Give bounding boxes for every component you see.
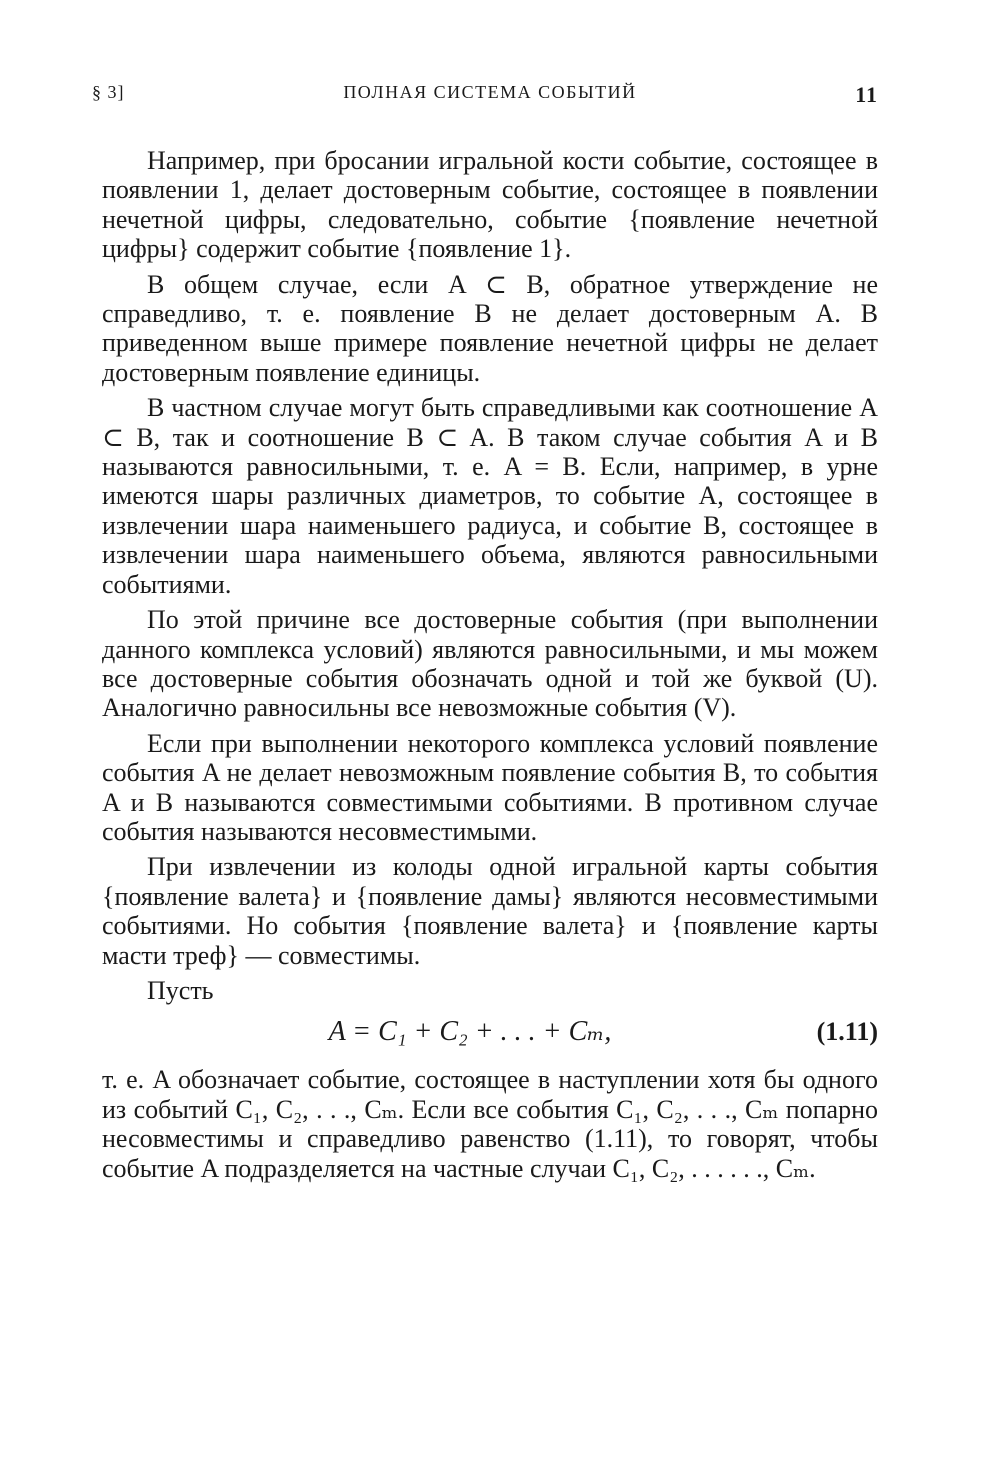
book-page	[92, 72, 878, 1183]
paragraph-4: По этой причине все достоверные события (при выполнении данного комплекса условий) являются равносильными, и мы можем все достоверные события обозначать одной и той же буквой (U). Аналогично равносильны все невозможные события (V).	[102, 605, 878, 723]
equation-1-11	[102, 1007, 878, 1065]
paragraph-8: т. е. A обозначает событие, состоящее в наступлении хотя бы одного из событий C₁, C₂, . . ., Cₘ. Если все события C₁, C₂, . . ., Cₘ попарно несовместимы и справедливо равенство (1.11), то говорят, чтобы событие A подразделяется на частные случаи C₁, C₂, . . . . . ., Cₘ.	[102, 1065, 878, 1183]
page-number: 11	[855, 82, 878, 107]
paragraph-1: Например, при бросании игральной кости событие, состоящее в появлении 1, делает достоверным событие, состоящее в появлении нечетной цифры, следовательно, событие {появление нечетной цифры} содержит событие {появление 1}.	[102, 146, 878, 264]
equation-number: (1.11)	[816, 1017, 878, 1047]
paragraph-5: Если при выполнении некоторого комплекса условий появление события A не делает невозможным появление события B, то события A и B называются совместимыми событиями. В противном случае события называются несовместимыми.	[102, 728, 878, 846]
paragraph-7: Пусть	[147, 975, 214, 1005]
equation-expression: A = C₁ + C₂ + . . . + Cₘ,	[328, 1016, 612, 1048]
running-head	[92, 72, 878, 112]
running-title: ПОЛНАЯ СИСТЕМА СОБЫТИЙ	[343, 82, 637, 102]
paragraph-6: При извлечении из колоды одной игральной карты события {появление валета} и {появление дамы} являются несовместимыми событиями. Но события {появление валета} и {появление карты масти треф} — совместимы.	[102, 852, 878, 970]
section-marker: § 3]	[92, 82, 125, 102]
body-text	[102, 146, 878, 1183]
paragraph-3: В частном случае могут быть справедливыми как соотношение A ⊂ B, так и соотношение B ⊂ A. В таком случае события A и B называются равносильными, т. е. A = B. Если, например, в урне имеются шары различных диаметров, то событие A, состоящее в извлечении шара наименьшего радиуса, и событие B, состоящее в извлечении шара наименьшего объема, являются равносильными событиями.	[102, 393, 878, 599]
paragraph-2: В общем случае, если A ⊂ B, обратное утверждение не справедливо, т. е. появление B не делает достоверным A. В приведенном выше примере появление нечетной цифры не делает достоверным появление единицы.	[102, 269, 878, 387]
